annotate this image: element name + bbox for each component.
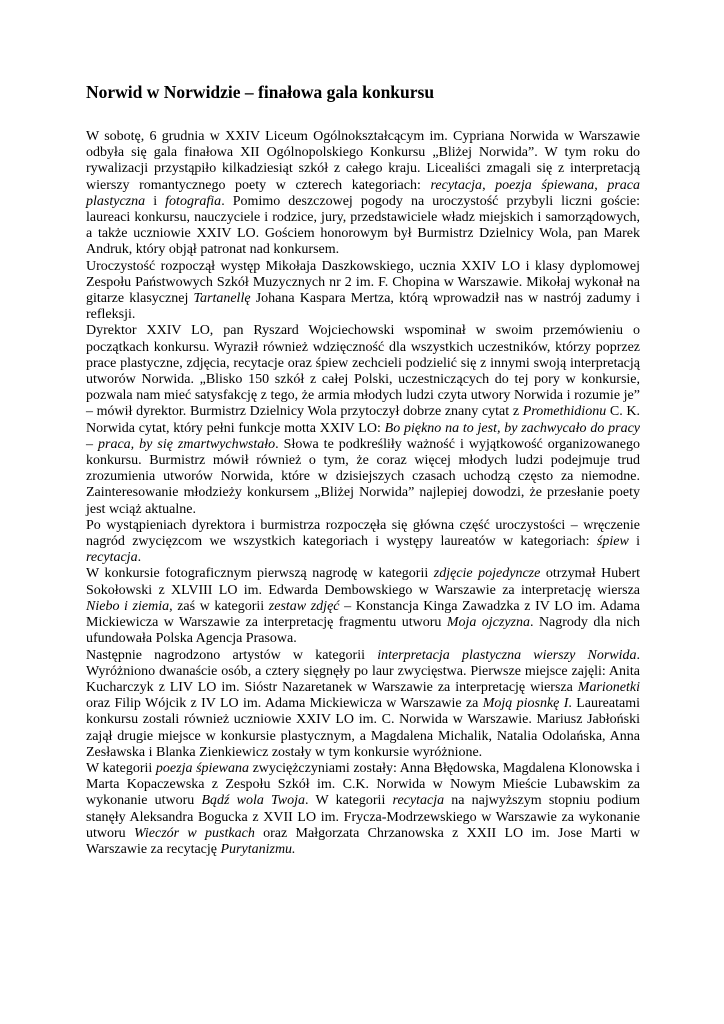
paragraph-5 (86, 566, 640, 647)
paragraph-text: , zaś w kategorii (169, 598, 269, 614)
italic-text: Moja ojczyzna (446, 615, 531, 631)
paragraph-text: . Nagrody dla nich ufundowała Polska Agencja Prasowa. (86, 615, 641, 647)
italic-text: Niebo i ziemia (86, 598, 170, 614)
paragraph-text: . Pomimo deszczowej pogody na uroczystość przybyli liczni goście: laureaci konkursu, nauczyciele i rodzice, jury, przedstawiciele władz miejskich i samorządowych, a także uczniowie XXIV LO. Gościem honorowym był Burmistrz Dzielnicy Wola, pan Marek Andruk, który objął patronat nad konkursem. (86, 193, 641, 258)
paragraph-text: . Laureatami konkursu zostali również uczniowie XXIV LO im. C. Norwida w Warszawie. Mariusz Jabłoński zajął drugie miejsce w konkursie plastycznym, a Magdalena Michalik, Natalia Odolańska, Anna Zesławska i Blanka Zienkiewicz zostały w tym konkursie wyróżnione. (86, 696, 640, 760)
paragraph-text: na najwyższym stopniu podium stanęły Aleksandra Bogucka z XVII LO im. Frycza-Modrzewskiego w Warszawie za wykonanie utworu (86, 793, 641, 841)
paragraph-text: . Wyróżniono dwanaście osób, a cztery sięgnęły po laur zwycięstwa. Pierwsze miejsce zajęli: Anita Kucharczyk z LIV LO im. Sióstr Nazaretanek w Warszawie za interpretację wiersza (86, 647, 640, 695)
article-body (86, 129, 640, 858)
paragraph-text: Następnie nagrodzono artystów w kategorii (86, 647, 378, 663)
italic-text: Wieczór w pustkach (133, 825, 255, 841)
paragraph-text: – Konstancja Kinga Zawadzka z IV LO im. Adama Mickiewicza w Warszawie za interpretację fragmentu utworu (86, 598, 640, 631)
italic-text: recytacja (86, 550, 138, 566)
italic-text: praca plastyczna (86, 177, 640, 209)
paragraph-text: otrzymał Hubert Sokołowski z XLVIII LO im. Edwarda Dembowskiego w Warszawie za interpretację wiersza (86, 566, 641, 598)
italic-text: recytacja (392, 793, 445, 809)
italic-text: recytacja (430, 177, 483, 193)
italic-text: Purytanizmu. (220, 841, 296, 857)
paragraph-1 (86, 129, 640, 259)
italic-text: Bo piękno na to jest, by zachwycało do pracy – praca, by się zmartwychwstało (86, 420, 640, 452)
paragraph-6 (86, 648, 640, 761)
paragraph-text: oraz Filip Wójcik z IV LO im. Adama Mickiewicza w Warszawie za (86, 696, 483, 712)
paragraph-text: i (628, 534, 641, 550)
paragraph-4 (86, 518, 640, 567)
italic-text: Tartanellę (193, 291, 251, 307)
paragraph-text: zwyciężczyniami zostały: Anna Błędowska, Magdalena Klonowska i Marta Kopaczewska z Zespołu Szkół im. C.K. Norwida w Nowym Mieście Lubawskim za wykonanie utworu (86, 760, 640, 809)
paragraph-text: Po wystąpieniach dyrektora i burmistrza rozpoczęła się główna część uroczystości – wręczenie nagród zwycięzcom we wszystkich kategoriach i występy laureatów w kategoriach: (86, 517, 640, 550)
paragraph-text: , (594, 177, 608, 193)
paragraph-text: . Słowa te podkreśliły ważność i wyjątkowość organizowanego konkursu. Burmistrz mówił również o tym, że coraz więcej młodych ludzi podejmuje trud zrozumienia utworów Norwida, które w dzisiejszych czasach uchodzą często za niemodne. Zainteresowanie młodzieży konkursem „Bliżej Norwida” najlepiej dowodzi, że przesłanie poety jest wciąż aktualne. (86, 436, 641, 517)
document-page (86, 82, 640, 858)
italic-text: zdjęcie pojedyncze (433, 566, 541, 582)
italic-text: interpretacja plastyczna wierszy Norwida (377, 647, 637, 663)
italic-text: śpiew (596, 534, 629, 550)
paragraph-text: W konkursie fotograficznym pierwszą nagrodę w kategorii (86, 566, 434, 582)
paragraph-text: W sobotę, 6 grudnia w XXIV Liceum Ogólnokształcącym im. Cypriana Norwida w Warszawie odbyła się gala finałowa XII Ogólnopolskiego Konkursu „Bliżej Norwida”. W tym roku do rywalizacji przystąpiło kilkadziesiąt szkół z całego kraju. Licealiści zmagali się z interpretacją wierszy romantycznego poety w czterech kategoriach: (86, 129, 640, 193)
italic-text: Marionetki (577, 679, 640, 695)
italic-text: Bądź wola Twoja (201, 793, 306, 809)
paragraph-3 (86, 323, 640, 517)
italic-text: Moją piosnkę I (482, 696, 569, 712)
paragraph-text: Johana Kaspara Mertza, którą wprowadził nas w nastrój zadumy i refleksji. (86, 291, 640, 323)
article-title: Norwid w Norwidzie – finałowa gala konkursu (86, 82, 435, 102)
paragraph-text: C. K. Norwida cytat, który pełni funkcje motta XXIV LO: (86, 404, 640, 436)
paragraph-2 (86, 259, 640, 324)
paragraph-text: i (145, 193, 166, 209)
paragraph-7 (86, 761, 640, 858)
italic-text: zestaw zdjęć (268, 598, 340, 614)
italic-text: fotografia (165, 193, 222, 209)
paragraph-text: Uroczystość rozpoczął występ Mikołaja Daszkowskiego, ucznia XXIV LO i klasy dyplomowej Zespołu Państwowych Szkół Muzycznych nr 2 im. F. Chopina w Warszawie. Mikołaj wykonał na gitarze klasycznej (86, 258, 640, 307)
italic-text: poezja śpiewana (155, 760, 249, 776)
italic-text: Promethidionu (522, 404, 607, 420)
paragraph-text: oraz Małgorzata Chrzanowska z XXII LO im. Jose Marti w Warszawie za recytację (86, 825, 641, 857)
paragraph-text: W kategorii (86, 760, 156, 776)
italic-text: poezja śpiewana (495, 177, 595, 193)
paragraph-text: Dyrektor XXIV LO, pan Ryszard Wojciechowski wspominał w swoim przemówieniu o początkach konkursu. Wyraził również wdzięczność dla wszystkich uczestników, którzy poprzez prace plastyczne, zdjęcia, recytacje oraz śpiew zechcieli podzielić się z innymi swoją interpretacją utworów Norwida. „Blisko 150 szkół z całej Polski, uczestniczących do tej pory w konkursie, pozwala nam mieć satysfakcję z tego, że armia młodych ludzi czyta utwory Norwida i rozumie je” – mówił dyrektor. Burmistrz Dzielnicy Wola przytoczył dobrze znany cytat z (86, 323, 640, 420)
paragraph-text: . W kategorii (305, 793, 393, 809)
paragraph-text: , (482, 177, 496, 193)
paragraph-text: . (137, 550, 142, 566)
